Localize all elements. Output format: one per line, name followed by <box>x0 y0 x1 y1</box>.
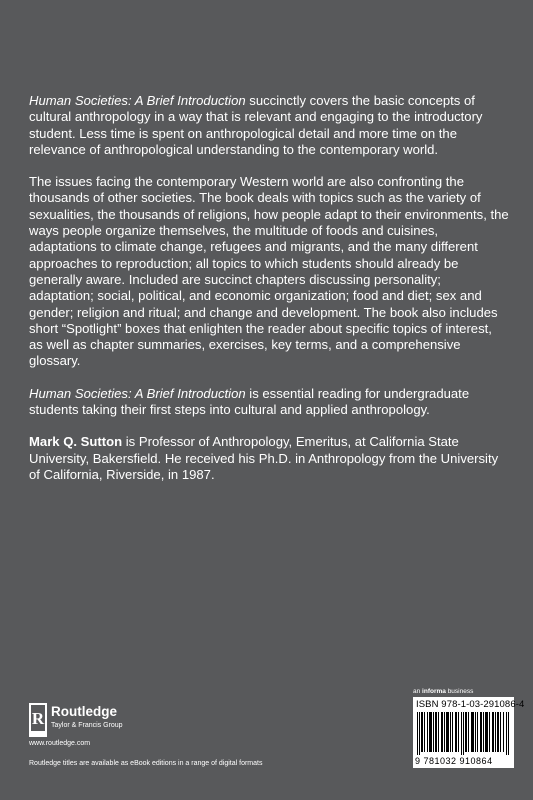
isbn-barcode <box>413 697 525 768</box>
book-title-italic: Human Societies: A Brief Introduction <box>29 385 246 401</box>
isbn-label: ISBN 978-1-03-291086-4 <box>416 699 525 710</box>
publisher-url: www.routledge.com <box>29 740 91 747</box>
author-bio-text: is Professor of Anthropology, Emeritus, at California State University, Bakersfield. He received his Ph.D. in Anthropology from the University of California, Riverside, in 1987. <box>29 434 499 482</box>
informa-brand: informa <box>422 688 446 695</box>
author-name: Mark Q. Sutton <box>29 434 123 450</box>
intro-text: succinctly covers the basic concepts of cultural anthropology in a way that is relevant and engaging to the introductory student. Less time is spent on anthropological detail and more time on the relevance of anthropological understanding to the contemporary world. <box>29 93 483 157</box>
back-cover-blurb <box>29 93 509 499</box>
ebook-availability-note: Routledge titles are available as eBook editions in a range of digital formats <box>29 760 263 767</box>
audience-text: is essential reading for undergraduate students taking their first steps into cultural and applied anthropology. <box>29 385 470 418</box>
barcode-bars-icon <box>417 712 510 755</box>
informa-prefix: an <box>413 688 423 695</box>
topics-paragraph: The issues facing the contemporary Western world are also confronting the thousands of other societies. The book deals with topics such as the variety of sexualities, the thousands of religions, how people adapt to their environments, the ways people organize themselves, the multitude of foods and cuisines, adaptations to climate change, refugees and migrants, and the many different approaches to reproduction; all topics to which students should already be generally aware. Included are succinct chapters discussing personality; adaptation; social, political, and economic organization; food and diet; sex and gender; religion and ritual; and change and development. The book also includes short “Spotlight” boxes that enlighten the reader about specific topics of interest, as well as chapter summaries, exercises, key terms, and a comprehensive glossary. <box>29 174 509 369</box>
author-bio-paragraph <box>29 434 509 483</box>
book-title-italic: Human Societies: A Brief Introduction <box>29 93 246 108</box>
audience-paragraph <box>29 386 509 419</box>
routledge-logo-icon <box>29 703 47 737</box>
barcode-digits: 9 781032 910864 <box>415 756 493 766</box>
intro-paragraph <box>29 93 509 158</box>
logo-letter: R <box>31 709 45 728</box>
informa-suffix: business <box>445 688 474 695</box>
publisher-group: Taylor & Francis Group <box>51 722 123 729</box>
informa-business-tag <box>413 688 473 695</box>
publisher-name: Routledge <box>51 704 117 719</box>
